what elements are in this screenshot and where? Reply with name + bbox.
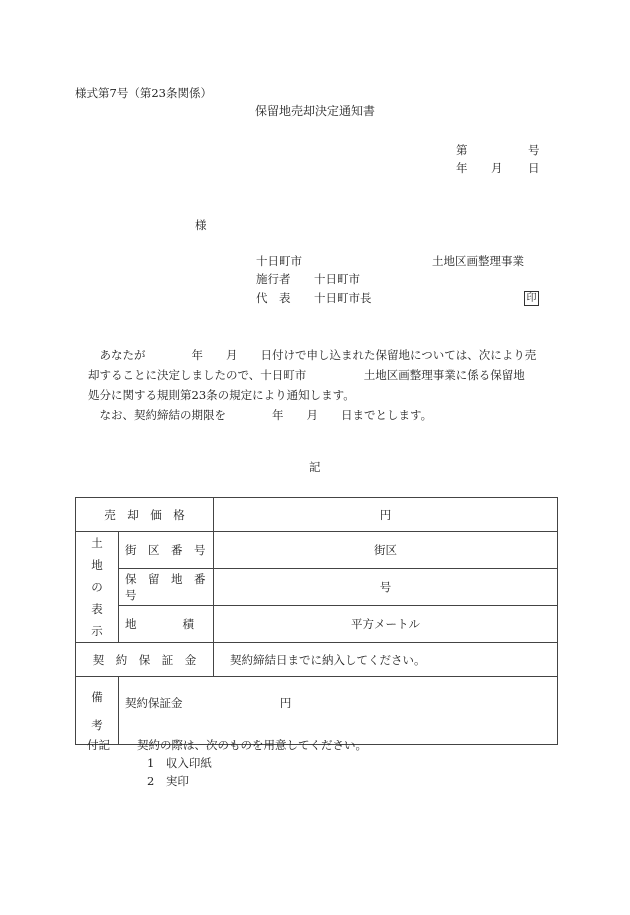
lot-unit: 号 <box>214 569 558 606</box>
land-char-4: 表 <box>91 602 103 616</box>
area-unit: 平方メートル <box>214 606 558 643</box>
land-char-2: 地 <box>91 558 103 572</box>
issuer-city: 十日町市 <box>256 254 302 268</box>
number-dai: 第 <box>456 143 468 157</box>
remarks-unit: 円 <box>279 696 292 710</box>
issuer-executor-value: 十日町市 <box>314 272 360 286</box>
price-unit: 円 <box>214 498 558 532</box>
block-row <box>76 532 558 569</box>
remarks-char-2: 考 <box>91 717 103 732</box>
body-line-3: 処分に関する規則第23条の規定により通知します。 <box>88 388 355 402</box>
body-line-1: あなたが 年 月 日付けで申し込まれた保留地については、次により売 <box>88 348 537 362</box>
land-display-group <box>76 532 119 643</box>
remarks-label <box>76 677 119 745</box>
area-row <box>76 606 558 643</box>
issuer-executor-label: 施行者 <box>256 272 291 286</box>
price-label: 売 却 価 格 <box>76 498 214 532</box>
details-table <box>75 497 558 745</box>
block-label: 街 区 番 号 <box>119 532 214 569</box>
seal-mark <box>524 291 539 306</box>
lot-label: 保 留 地 番 号 <box>119 569 214 606</box>
block-unit: 街区 <box>214 532 558 569</box>
deposit-note: 契約締結日までに納入してください。 <box>214 643 558 677</box>
appendix-item-1: 1 収入印紙 <box>147 756 212 770</box>
area-label: 地 積 <box>119 606 214 643</box>
remarks-row <box>76 677 558 745</box>
date-month: 月 <box>491 161 503 175</box>
appendix-label: 付記 <box>87 738 110 752</box>
appendix-text: 契約の際は、次のものを用意してください。 <box>137 738 367 752</box>
issuer-rep-label: 代 表 <box>256 291 291 305</box>
land-char-3: の <box>91 580 103 594</box>
ki-heading: 記 <box>309 460 321 474</box>
deposit-row <box>76 643 558 677</box>
date-year: 年 <box>456 161 468 175</box>
issuer-rep-value: 十日町市長 <box>314 291 372 305</box>
remarks-text: 契約保証金 <box>125 696 183 710</box>
price-row <box>76 498 558 532</box>
number-go: 号 <box>528 143 540 157</box>
document-title: 保留地売却決定通知書 <box>255 104 376 118</box>
remarks-char-1: 備 <box>91 689 103 704</box>
addressee-suffix: 様 <box>195 218 207 232</box>
deposit-label: 契 約 保 証 金 <box>76 643 214 677</box>
appendix-item-2: 2 実印 <box>147 774 189 788</box>
lot-row <box>76 569 558 606</box>
issuer-project: 土地区画整理事業 <box>432 254 524 268</box>
land-char-5: 示 <box>91 624 103 638</box>
date-day: 日 <box>528 161 540 175</box>
form-id: 様式第7号（第23条関係） <box>75 86 212 100</box>
seal-text: 印 <box>524 291 539 306</box>
body-line-2: 却することに決定しましたので、十日町市 土地区画整理事業に係る保留地 <box>88 368 525 382</box>
body-line-4: なお、契約締結の期限を 年 月 日までとします。 <box>88 408 433 422</box>
remarks-content <box>119 677 558 745</box>
land-char-1: 土 <box>91 536 103 550</box>
